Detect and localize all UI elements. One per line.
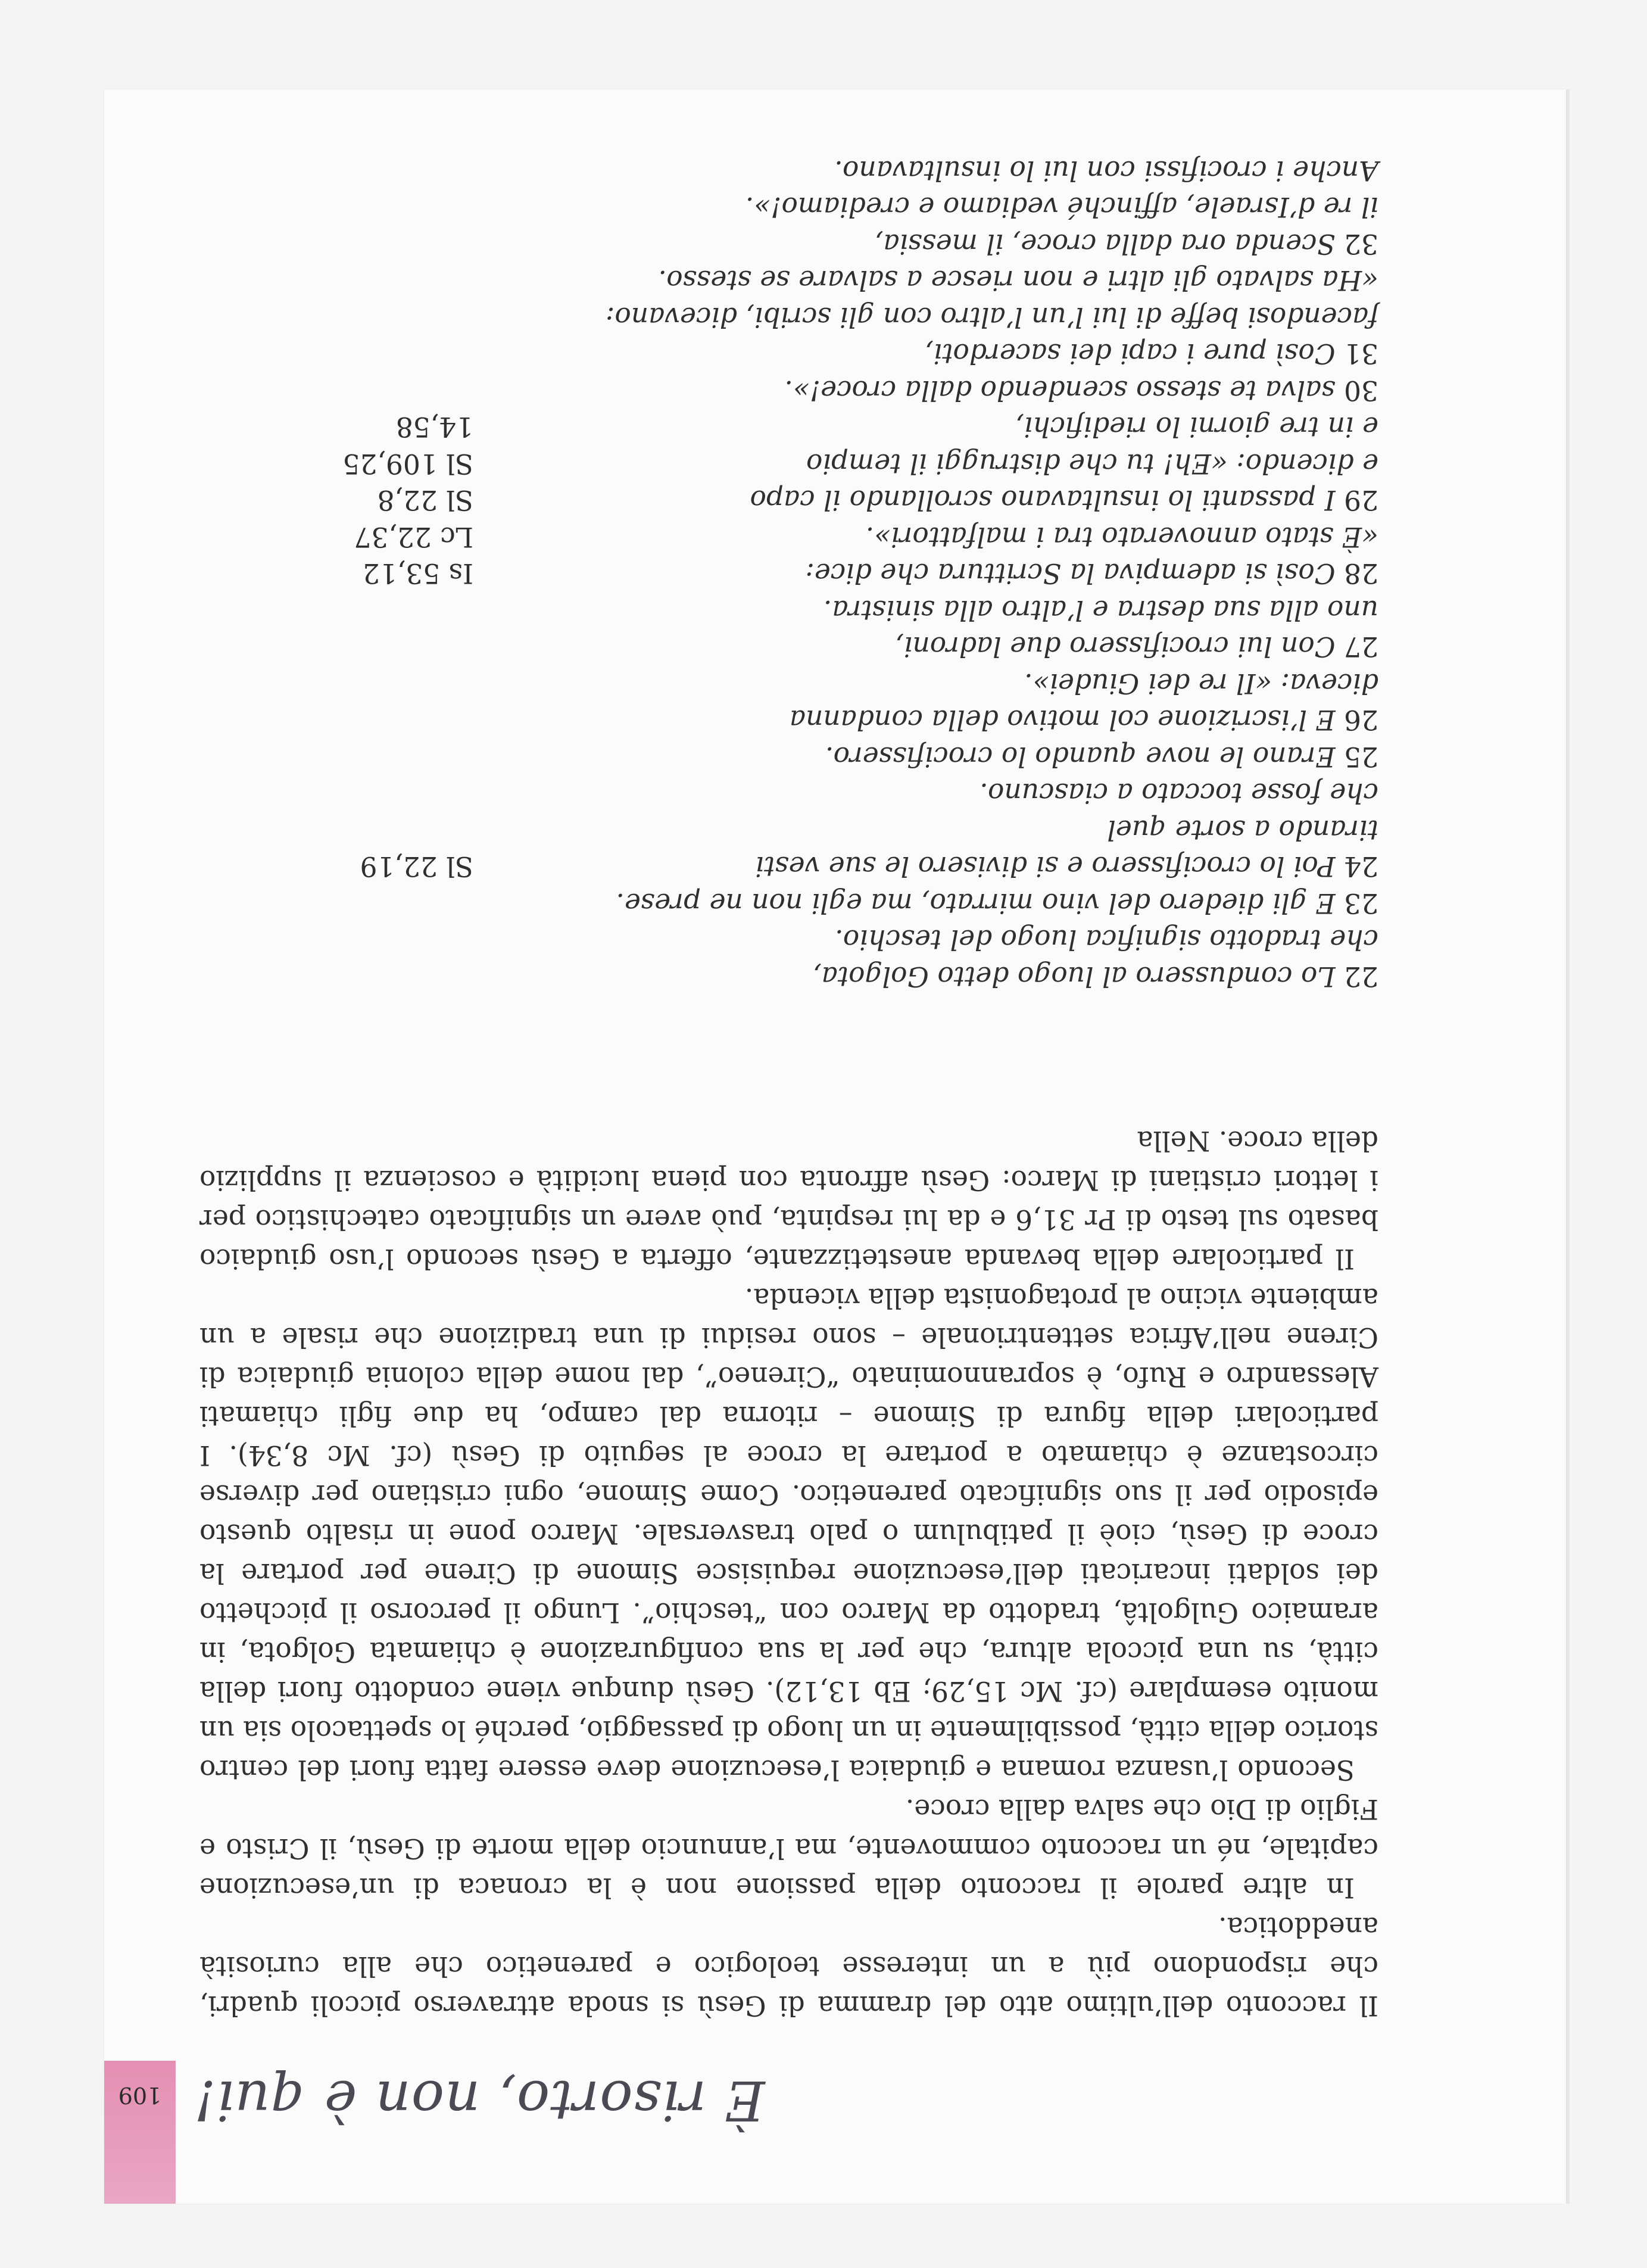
verse-words: e dicendo: «Eh! tu che distruggi il tempio	[806, 448, 1378, 479]
cross-reference: Is 53,12	[362, 557, 473, 590]
verse-text	[755, 848, 1378, 885]
verse-line	[199, 812, 1378, 849]
verse-line	[199, 665, 1378, 702]
verse-text	[785, 372, 1378, 409]
commentary-paragraph: In altre parole il racconto della passione non è la cronaca di un’esecuzione capitale, né un racconto commovente, ma l’annuncio della morte di Gesù, il Cristo e Figlio di Dio che salva dalla croce.	[199, 1793, 1378, 1904]
commentary-paragraph: Il particolare della bevanda anestetizzante, offerta a Gesù secondo l’uso giudaico basato sul testo di Pr 31,6 e da lui respinta, può avere un significato catechistico per i lettori cristiani di Marco: Gesù affronta con piena lucidità e coscienza il supplizio della croce. Nella	[199, 1125, 1378, 1275]
verse-line	[199, 372, 1378, 409]
verse-words: Lo condussero al luogo detto Golgota,	[813, 961, 1336, 992]
verse-words: «È stato annoverato tra i malfattori».	[865, 521, 1378, 553]
page-number: 109	[118, 2082, 162, 2108]
verse-text	[813, 958, 1378, 995]
verse-words: «Ha salvato gli altri e non riesce a salvare se stesso.	[658, 264, 1378, 297]
verse-line	[199, 592, 1378, 629]
verse-text	[834, 152, 1378, 189]
verse-line	[199, 628, 1378, 665]
verse-number: 29	[1344, 484, 1378, 516]
verse-number: 26	[1344, 704, 1378, 736]
verse-text	[824, 592, 1378, 629]
cross-reference: 14,58	[395, 411, 473, 443]
verse-line	[199, 848, 1378, 885]
verse-words: Con lui crocifissero due ladroni,	[895, 631, 1336, 663]
verse-number: 22	[1344, 961, 1378, 992]
verse-number: 31	[1344, 338, 1378, 370]
verse-words: Così pure i capi dei sacerdoti,	[925, 338, 1336, 370]
verse-text	[745, 189, 1378, 226]
cross-reference: Sl 109,25	[342, 448, 473, 479]
verse-text	[980, 775, 1378, 812]
cross-reference: Sl 22,19	[360, 850, 473, 883]
verse-text	[806, 446, 1378, 482]
verse-text	[805, 555, 1378, 592]
verse-words: Scenda ora dalla croce, il messia,	[874, 228, 1336, 260]
verse-words: che fosse toccato a ciascuno.	[980, 777, 1378, 809]
verse-line	[199, 775, 1378, 812]
verse-words: uno alla sua destra e l’altro alla sinistra.	[823, 594, 1378, 626]
verse-line	[199, 299, 1378, 336]
verse-number: 24	[1344, 850, 1378, 883]
gospel-verses	[199, 152, 1378, 995]
verse-words: facendosi beffe di lui l’un l’altro con gli scribi, dicevano:	[606, 301, 1378, 333]
verse-words: Anche i crocifissi con lui lo insultavano.	[834, 155, 1378, 186]
book-page	[104, 89, 1566, 2204]
verse-line	[199, 335, 1378, 372]
running-title: È risorto, non è qui!	[194, 2068, 765, 2132]
cross-reference: Sl 22,8	[377, 484, 473, 516]
verse-line	[199, 519, 1378, 556]
commentary-paragraph: Il racconto dell’ultimo atto del dramma di Gesù si snoda attraverso piccoli quadri, che rispondono più a un interesse teologico e parenetico che alla curiosità aneddotica.	[199, 1911, 1378, 2021]
verse-words: Erano le nove quando lo crocifissero.	[825, 741, 1336, 772]
commentary-text	[199, 1121, 1378, 2025]
page-header	[104, 2061, 1566, 2204]
verse-words: I passanti lo insultavano scrollando il capo	[750, 484, 1336, 516]
verse-words: tirando a sorte quel	[1107, 814, 1378, 846]
verse-line	[199, 921, 1378, 958]
verse-text	[616, 885, 1378, 922]
verse-line	[199, 446, 1378, 482]
verse-number: 28	[1344, 557, 1378, 590]
verse-line	[199, 555, 1378, 592]
verse-line	[199, 739, 1378, 775]
verse-line	[199, 152, 1378, 189]
verse-line	[199, 482, 1378, 519]
commentary-paragraph: Secondo l’usanza romana e giudaica l’esecuzione deve essere fatta fuori del centro storico della città, possibilmente in un luogo di passaggio, perché lo spettacolo sia un monito esemplare (cf. Mc 15,29; Eb 13,12). Gesù dunque viene condotto fuori della città, su una piccola altura, che per la sua configurazione è chiamata Golgota, in aramaico Gulgoltâ, tradotto da Marco con “teschio”. Lungo il percorso il picchetto dei soldati incaricati dell’esecuzione requisisce Simone di Cirene per portare la croce di Gesù, cioè il patibulum o palo trasversale. Marco pone in risalto questo episodio per il suo significato parenetico. Come Simone, ogni cristiano per diverse circostanze è chiamato a portare la croce al seguito di Gesù (cf. Mc 8,34). I particolari della figura di Simone – ritorna dal campo, ha due figli chiamati Alessandro e Rufo, è soprannominato “Cireneo”, dal nome della colonia giudaica di Cirene nell’Africa settentrionale – sono residui di una tradizione che risale a un ambiente vicino al protagonista della vicenda.	[199, 1282, 1378, 1786]
verse-text	[895, 628, 1378, 665]
verse-line	[199, 409, 1378, 446]
verse-text	[606, 299, 1378, 336]
verse-text	[875, 226, 1378, 263]
verse-text	[1024, 665, 1378, 702]
verse-words: Poi lo crocifissero e si divisero le sue vesti	[755, 850, 1336, 883]
verse-number: 32	[1344, 228, 1378, 260]
verse-number: 23	[1344, 887, 1378, 919]
verse-words: salva te stesso scendendo dalla croce!».	[784, 375, 1336, 406]
verse-line	[199, 885, 1378, 922]
verse-text	[925, 335, 1378, 372]
verse-number: 27	[1344, 631, 1378, 663]
verse-text	[659, 262, 1378, 299]
verse-line	[199, 189, 1378, 226]
verse-number: 25	[1344, 741, 1378, 772]
verse-words: diceva: «Il re dei Giudei».	[1024, 668, 1378, 699]
verse-text	[1015, 409, 1378, 446]
verse-text	[790, 702, 1378, 739]
verse-words: Così si adempiva la Scrittura che dice:	[805, 557, 1336, 590]
verse-words: il re d’Israele, affinché vediamo e crediamo!».	[745, 191, 1378, 223]
verse-text	[1107, 812, 1378, 849]
cross-reference: Lc 22,37	[354, 521, 473, 553]
verse-text	[825, 739, 1378, 775]
verse-line	[199, 702, 1378, 739]
verse-words: e in tre giorni lo riedifichi,	[1015, 411, 1378, 443]
verse-text	[750, 482, 1378, 519]
verse-line	[199, 958, 1378, 995]
verse-words: che tradotto significa luogo del teschio.	[835, 924, 1378, 956]
verse-text	[866, 519, 1378, 556]
page-edge	[1566, 89, 1570, 2204]
verse-text	[835, 921, 1378, 958]
verse-words: E gli diedero del vino mirrato, ma egli non ne prese.	[616, 887, 1336, 919]
verse-line	[199, 226, 1378, 263]
verse-number: 30	[1344, 375, 1378, 406]
verse-words: E l’iscrizione col motivo della condanna	[789, 704, 1336, 736]
verse-line	[199, 262, 1378, 299]
